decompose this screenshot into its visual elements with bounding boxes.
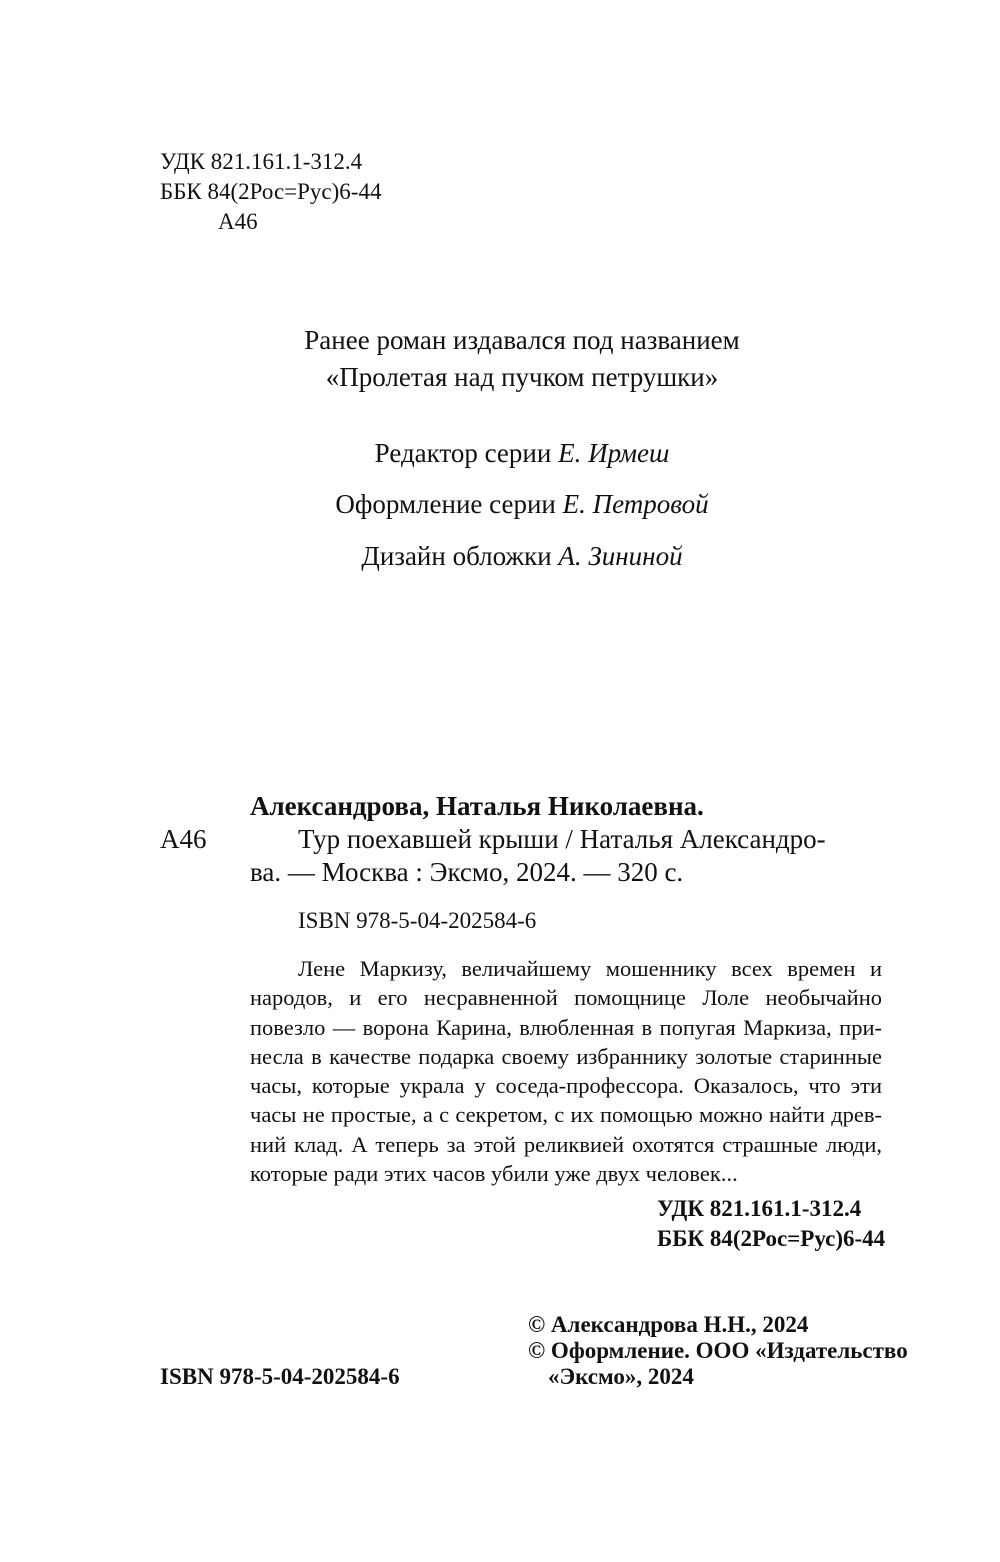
annotation-line: которые ради этих часов убили уже двух человек... — [250, 1161, 738, 1187]
credit-cover-design — [22, 541, 1000, 571]
annotation-line: часы не простые, а с секретом, с их помощью можно найти древ- — [250, 1102, 882, 1128]
catalog-title-line2: ва. — Москва : Эксмо, 2024. — 320 с. — [250, 857, 684, 887]
catalog-classification — [657, 1194, 897, 1254]
catalog-author-mark: А46 — [160, 824, 207, 854]
annotation-line: Лене Маркизу, величайшему мошеннику всех времен и — [298, 956, 882, 981]
credit-role: Оформление серии — [335, 489, 556, 519]
top-author-mark: А46 — [218, 209, 258, 234]
annotation-line: несла в качестве подарка своему избраннику золотые старинные — [250, 1043, 882, 1069]
footer-isbn: ISBN 978-5-04-202584-6 — [160, 1364, 400, 1389]
catalog-isbn: ISBN 978-5-04-202584-6 — [298, 908, 537, 933]
footer-copyright-author: © Александрова Н.Н., 2024 — [528, 1312, 809, 1337]
catalog-annotation — [250, 954, 882, 1188]
credit-series-design — [22, 489, 1000, 519]
annotation-line: ний клад. А теперь за этой реликвией охотятся страшные люди, — [250, 1131, 882, 1157]
catalog-author-heading: Александрова, Наталья Николаевна. — [250, 791, 704, 821]
footer-copyright-design-line1: © Оформление. ООО «Издательство — [528, 1338, 908, 1363]
catalog-title-line1: Тур поехавшей крыши / Наталья Александро- — [298, 824, 826, 854]
annotation-line: народов, и его несравненной помощнице Лоле необычайно — [250, 985, 882, 1011]
catalog-udk: УДК 821.161.1-312.4 — [657, 1196, 862, 1221]
annotation-line: повезло — ворона Карина, влюбленная в попугая Маркиза, при- — [250, 1014, 882, 1040]
catalog-bbk: ББК 84(2Рос=Рус)6-44 — [657, 1226, 886, 1251]
top-bbk: ББК 84(2Рос=Рус)6-44 — [160, 179, 382, 204]
credit-role: Дизайн обложки — [361, 541, 552, 571]
credit-editor — [22, 438, 1000, 468]
credit-person: А. Зининой — [558, 541, 683, 571]
previous-title-line1: Ранее роман издавался под названием — [304, 325, 740, 355]
annotation-line: часы, которые украла у соседа-профессора. Оказалось, что эти — [250, 1073, 882, 1099]
credit-person: Е. Ирмеш — [558, 438, 670, 468]
previous-title-line2: «Пролетая над пучком петрушки» — [325, 362, 719, 392]
credit-person: Е. Петровой — [562, 489, 709, 519]
top-udk: УДК 821.161.1-312.4 — [160, 149, 363, 174]
footer-copyright-design-line2: «Эксмо», 2024 — [548, 1364, 694, 1389]
credit-role: Редактор серии — [374, 438, 552, 468]
